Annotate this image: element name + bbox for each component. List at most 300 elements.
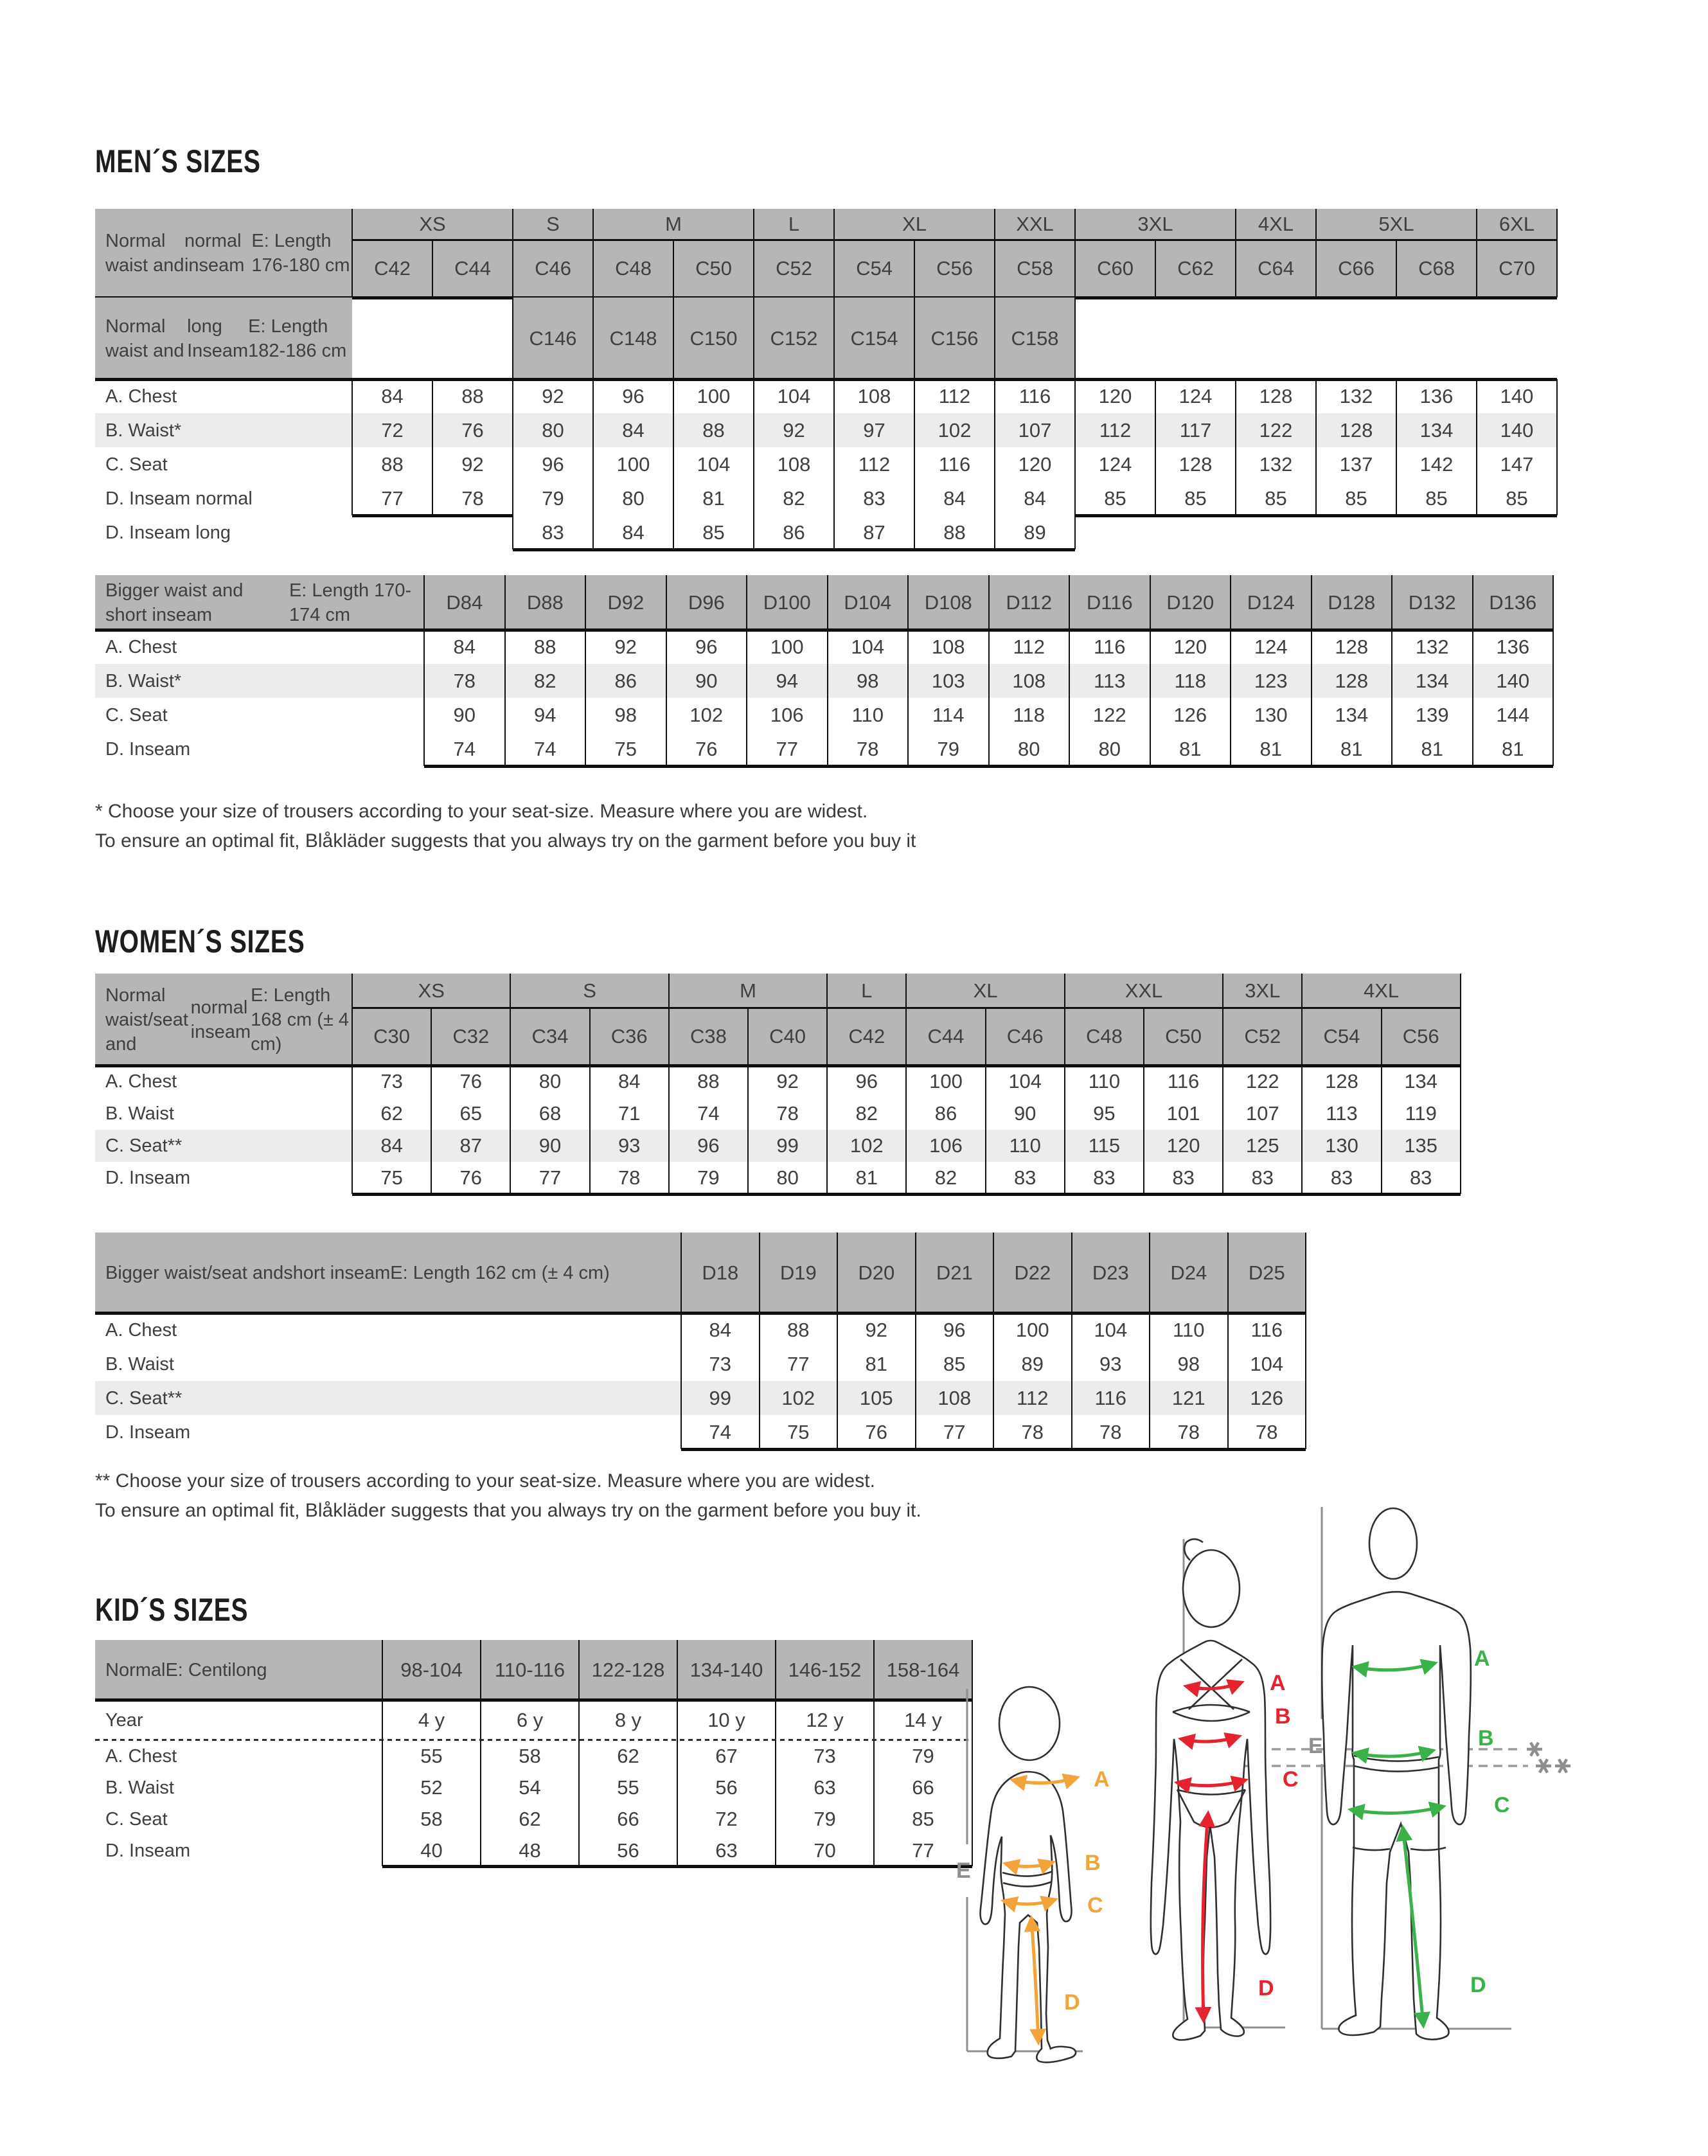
- table-grid-line: [826, 974, 828, 1008]
- measurement-value-cell: 116: [1094, 635, 1126, 658]
- measurement-value-cell: 81: [1421, 737, 1443, 760]
- table-grid-line: [994, 209, 995, 240]
- table-grid-line: [592, 209, 594, 240]
- size-group-header: XS: [352, 974, 510, 1008]
- table-grid-line: [432, 240, 433, 298]
- measurement-value-cell: 88: [787, 1318, 810, 1341]
- measurement-value-cell: 107: [1018, 418, 1052, 441]
- row-label: B. Waist: [105, 1777, 174, 1798]
- table-grid-line: [1552, 575, 1554, 630]
- measurement-value-cell: 76: [695, 737, 718, 760]
- measurement-value-cell: 134: [1335, 703, 1369, 726]
- size-group-header: 3XL: [1075, 209, 1236, 240]
- womens-footnote: [95, 1466, 921, 1526]
- measurement-value-cell: 86: [614, 669, 637, 692]
- size-code-header: C66: [1316, 240, 1396, 298]
- size-code-header: D104: [828, 575, 909, 630]
- table-grid-line: [480, 1700, 481, 1740]
- child-b-label: B: [1085, 1851, 1101, 1875]
- size-group-header: S: [510, 974, 668, 1008]
- row-label: C. Seat**: [105, 1136, 182, 1156]
- size-group-header: M: [593, 209, 754, 240]
- table-grid-line: [985, 1065, 986, 1194]
- size-code-header: C42: [827, 1008, 906, 1065]
- measurement-value-cell: 81: [865, 1352, 887, 1375]
- table-grid-line: [423, 630, 425, 766]
- size-code-header: D116: [1069, 575, 1150, 630]
- year-value-cell: 10 y: [707, 1708, 745, 1731]
- size-code-header: 110-116: [481, 1640, 579, 1700]
- measurement-value-cell: 94: [534, 703, 556, 726]
- size-group-header: M: [669, 974, 827, 1008]
- table-grid-line: [1074, 298, 1076, 379]
- measurement-value-cell: 128: [1335, 635, 1369, 658]
- size-group-header: 6XL: [1477, 209, 1557, 240]
- measurement-value-cell: 98: [1177, 1352, 1200, 1375]
- table-grid-line: [431, 1065, 432, 1194]
- size-code-header: C148: [593, 298, 673, 379]
- table-grid-line: [988, 575, 990, 630]
- measurement-value-cell: 100: [929, 1070, 963, 1092]
- measurement-value-cell: 147: [1500, 452, 1534, 476]
- table-grid-line: [988, 630, 990, 766]
- woman-a-label: A: [1270, 1671, 1286, 1695]
- year-value-cell: 4 y: [418, 1708, 445, 1731]
- measurement-value-cell: 79: [697, 1166, 720, 1189]
- measurement-value-cell: 128: [1325, 1070, 1358, 1092]
- size-code-header: C62: [1155, 240, 1236, 298]
- row-label: B. Waist*: [105, 670, 182, 691]
- table-grid-line: [351, 1008, 353, 1065]
- size-code-header: D23: [1072, 1233, 1150, 1313]
- table-grid-line: [1155, 240, 1156, 298]
- table-grid-line: [837, 1313, 838, 1449]
- table-grid-line: [592, 298, 594, 379]
- measurement-value-cell: 113: [1326, 1102, 1358, 1125]
- measurement-value-cell: 78: [1256, 1420, 1278, 1443]
- measurement-value-cell: 118: [1174, 669, 1206, 692]
- measurement-value-cell: 84: [943, 486, 966, 510]
- table-grid-line: [1143, 1008, 1144, 1065]
- table-grid-line: [432, 379, 433, 515]
- table-grid-line: [914, 379, 915, 549]
- measurement-value-cell: 120: [1166, 1134, 1200, 1157]
- table-grid-line: [915, 1313, 916, 1449]
- measurement-value-cell: 84: [622, 521, 645, 544]
- table-grid-line: [351, 240, 353, 298]
- table-grid-line: [775, 1740, 776, 1866]
- womens-sizes-title: WOMEN´S SIZES: [95, 923, 305, 959]
- table-grid-line: [1069, 630, 1070, 766]
- measurement-value-cell: 93: [1099, 1352, 1122, 1375]
- table-grid-line: [985, 1008, 986, 1065]
- size-code-header: D21: [916, 1233, 994, 1313]
- table-grid-line: [480, 1640, 481, 1700]
- table-grid-line: [833, 209, 835, 240]
- measurement-value-cell: 112: [1099, 418, 1132, 441]
- table-grid-line: [994, 298, 995, 379]
- size-group-header: S: [513, 209, 593, 240]
- measurement-value-cell: 124: [1254, 635, 1288, 658]
- measurement-value-cell: 78: [1177, 1420, 1200, 1443]
- measurement-value-cell: 88: [381, 452, 404, 476]
- measurement-value-cell: 112: [1017, 1386, 1049, 1409]
- measurement-value-cell: 96: [855, 1070, 878, 1092]
- measurement-value-cell: 80: [542, 418, 564, 441]
- measurement-value-cell: 93: [618, 1134, 641, 1157]
- table-grid-line: [352, 239, 1557, 241]
- table-grid-line: [1150, 630, 1151, 766]
- size-group-header: 5XL: [1316, 209, 1477, 240]
- size-code-header: C54: [1302, 1008, 1381, 1065]
- measurement-value-cell: 134: [1419, 418, 1454, 441]
- table-grid-line: [666, 575, 667, 630]
- measurement-value-cell: 78: [461, 486, 484, 510]
- size-code-header: C150: [673, 298, 754, 379]
- child-a-label: A: [1094, 1767, 1110, 1792]
- table-grid-line: [1064, 1065, 1065, 1194]
- row-label: B. Waist*: [105, 420, 182, 441]
- measurement-value-cell: 96: [622, 384, 645, 407]
- measurement-value-cell: 80: [776, 1166, 799, 1189]
- single-asterisk-mark: [1527, 1743, 1542, 1756]
- table-grid-line: [1381, 1008, 1382, 1065]
- measurement-value-cell: 110: [1173, 1318, 1205, 1341]
- size-code-header: D120: [1150, 575, 1231, 630]
- measurement-value-cell: 87: [459, 1134, 483, 1157]
- measurement-value-cell: 78: [618, 1166, 641, 1189]
- table-grid-line: [512, 298, 513, 379]
- measurement-value-cell: 54: [519, 1776, 541, 1799]
- measurement-value-cell: 85: [1506, 486, 1528, 510]
- row-label: C. Seat**: [105, 1387, 182, 1409]
- row-label: C. Seat: [105, 704, 168, 726]
- table-grid-line: [826, 1008, 828, 1065]
- table-grid-line: [1074, 240, 1076, 298]
- measurement-value-cell: 77: [943, 1420, 966, 1443]
- measurement-value-cell: 140: [1500, 418, 1534, 441]
- measurement-value-cell: 81: [1259, 737, 1282, 760]
- measurement-value-cell: 76: [865, 1420, 887, 1443]
- measurement-value-cell: 85: [1345, 486, 1367, 510]
- measurement-value-cell: 110: [1088, 1070, 1121, 1092]
- table-grid-line: [827, 630, 828, 766]
- table-grid-line: [589, 1065, 591, 1194]
- table-grid-line: [1064, 1008, 1065, 1065]
- measurement-value-cell: 108: [931, 635, 965, 658]
- table-grid-line: [1315, 209, 1317, 240]
- size-code-header: 122-128: [579, 1640, 677, 1700]
- size-code-header: C46: [986, 1008, 1065, 1065]
- measurement-value-cell: 85: [912, 1807, 934, 1830]
- measurement-value-cell: 88: [697, 1070, 720, 1092]
- year-value-cell: 14 y: [904, 1708, 942, 1731]
- measurement-value-cell: 74: [534, 737, 556, 760]
- measurement-value-cell: 112: [938, 384, 971, 407]
- size-code-header: C42: [352, 240, 432, 298]
- measurement-value-cell: 112: [1013, 635, 1045, 658]
- table-grid-line: [1315, 240, 1317, 298]
- womens-footnote-line1: ** Choose your size of trousers according to your seat-size. Measure where you are widest.: [95, 1470, 875, 1492]
- table-grid-line: [1235, 379, 1236, 515]
- size-code-header: C52: [1223, 1008, 1302, 1065]
- table-grid-line: [1391, 575, 1392, 630]
- table-grid-line: [1301, 974, 1303, 1008]
- table-grid-line: [833, 298, 835, 379]
- measurement-value-cell: 85: [1425, 486, 1448, 510]
- table-grid-line: [1074, 379, 1076, 549]
- table-grid-line: [1476, 379, 1477, 515]
- table-grid-line: [1150, 575, 1151, 630]
- table-grid-line: [1222, 974, 1223, 1008]
- measurement-value-cell: 74: [697, 1102, 720, 1125]
- table-grid-line: [504, 575, 506, 630]
- measurement-value-cell: 124: [1179, 384, 1213, 407]
- measurement-value-cell: 74: [453, 737, 476, 760]
- measurement-value-cell: 70: [814, 1839, 836, 1862]
- measurement-value-cell: 116: [938, 452, 971, 476]
- measurement-value-cell: 62: [519, 1807, 541, 1830]
- table-grid-line: [681, 1448, 1306, 1451]
- table-grid-line: [1235, 240, 1236, 298]
- size-code-header: C32: [431, 1008, 510, 1065]
- table-header-label: Normal waist/seat and normal inseam E: Length 168 cm (± 4 cm): [95, 974, 352, 1065]
- measurement-value-cell: 79: [542, 486, 564, 510]
- measurement-value-cell: 96: [943, 1318, 966, 1341]
- measurement-value-cell: 82: [934, 1166, 957, 1189]
- measurement-value-cell: 104: [1008, 1070, 1042, 1092]
- table-grid-line: [382, 1640, 383, 1700]
- size-code-header: C44: [432, 240, 513, 298]
- measurement-value-cell: 108: [777, 452, 811, 476]
- table-grid-line: [668, 1065, 670, 1194]
- man-d-label: D: [1470, 1973, 1486, 1997]
- mens-sizes-title: MEN´S SIZES: [95, 143, 261, 179]
- table-grid-line: [512, 209, 513, 240]
- table-grid-line: [1143, 1065, 1144, 1194]
- measurement-value-cell: 78: [1099, 1420, 1122, 1443]
- table-grid-line: [1476, 240, 1477, 298]
- child-d-label: D: [1064, 1990, 1080, 2015]
- table-grid-line: [759, 1313, 760, 1449]
- size-code-header: C152: [754, 298, 834, 379]
- row-label: D. Inseam long: [105, 522, 231, 543]
- measurement-value-cell: 124: [1098, 452, 1132, 476]
- measurement-value-cell: 92: [776, 1070, 799, 1092]
- measurement-value-cell: 74: [709, 1420, 731, 1443]
- measurement-value-cell: 83: [1251, 1166, 1274, 1189]
- measurement-value-cell: 84: [622, 418, 645, 441]
- size-code-header: D96: [666, 575, 747, 630]
- table-grid-line: [746, 575, 747, 630]
- measurement-value-cell: 76: [459, 1166, 483, 1189]
- measurement-value-cell: 80: [538, 1070, 562, 1092]
- measurement-value-cell: 139: [1415, 703, 1449, 726]
- table-grid-line: [747, 1065, 749, 1194]
- size-code-header: D22: [993, 1233, 1072, 1313]
- size-group-header: XL: [906, 974, 1064, 1008]
- measurement-value-cell: 128: [1339, 418, 1373, 441]
- measurement-value-cell: 134: [1415, 669, 1449, 692]
- table-grid-line: [512, 379, 513, 549]
- measurement-value-cell: 66: [617, 1807, 639, 1830]
- table-grid-line: [677, 1700, 678, 1740]
- table-grid-line: [826, 1065, 828, 1194]
- measurement-value-cell: 58: [519, 1744, 541, 1767]
- table-grid-line: [1230, 575, 1231, 630]
- size-code-header: C68: [1396, 240, 1477, 298]
- row-label: C. Seat: [105, 1808, 168, 1830]
- size-code-header: C70: [1477, 240, 1557, 298]
- size-code-header: D24: [1150, 1233, 1228, 1313]
- table-grid-line: [666, 630, 667, 766]
- measurement-value-cell: 114: [932, 703, 965, 726]
- measurement-value-cell: 117: [1179, 418, 1212, 441]
- measurement-value-cell: 130: [1325, 1134, 1358, 1157]
- table-grid-line: [382, 1740, 383, 1866]
- table-grid-line: [833, 240, 835, 298]
- table-grid-line: [351, 974, 353, 1008]
- table-grid-line: [351, 379, 353, 515]
- measurement-value-cell: 85: [1265, 486, 1287, 510]
- row-label: D. Inseam: [105, 1840, 191, 1861]
- measurement-value-cell: 78: [857, 737, 879, 760]
- row-label: C. Seat: [105, 454, 168, 475]
- measurement-value-cell: 132: [1415, 635, 1449, 658]
- size-code-header: D108: [908, 575, 989, 630]
- table-grid-line: [673, 240, 674, 298]
- table-grid-line: [352, 514, 513, 517]
- table-grid-line: [753, 379, 754, 549]
- table-grid-line: [914, 240, 915, 298]
- measurement-value-cell: 90: [453, 703, 476, 726]
- measurement-value-cell: 77: [912, 1839, 934, 1862]
- measurement-value-cell: 106: [770, 703, 804, 726]
- table-grid-line: [480, 1740, 481, 1866]
- measurement-value-cell: 122: [1259, 418, 1293, 441]
- measurement-value-cell: 140: [1496, 669, 1530, 692]
- measurement-value-cell: 85: [702, 521, 725, 544]
- measurement-value-cell: 80: [1018, 737, 1040, 760]
- measurement-value-cell: 90: [695, 669, 718, 692]
- measurement-figures-diagram: [951, 1497, 1708, 2095]
- measurement-value-cell: 80: [1098, 737, 1121, 760]
- measurement-value-cell: 142: [1419, 452, 1454, 476]
- measurement-value-cell: 83: [542, 521, 564, 544]
- row-label: A. Chest: [105, 1745, 177, 1767]
- measurement-value-cell: 96: [695, 635, 718, 658]
- table-grid-line: [905, 974, 907, 1008]
- table-grid-line: [1075, 514, 1557, 517]
- measurement-value-cell: 79: [937, 737, 959, 760]
- measurement-value-cell: 108: [857, 384, 891, 407]
- table-grid-line: [592, 240, 594, 298]
- table-grid-line: [1071, 1233, 1072, 1313]
- woman-b-label: B: [1275, 1704, 1291, 1729]
- size-code-header: D128: [1312, 575, 1392, 630]
- measurement-value-cell: 102: [850, 1134, 884, 1157]
- table-header2-label: Normal waist and long Inseam E: Length 182-186 cm: [95, 298, 352, 379]
- measurement-value-cell: 77: [776, 737, 798, 760]
- measurement-value-cell: 98: [614, 703, 637, 726]
- measurement-value-cell: 76: [459, 1070, 483, 1092]
- measurement-value-cell: 65: [459, 1102, 483, 1125]
- size-code-header: C64: [1236, 240, 1316, 298]
- size-code-header: D136: [1473, 575, 1554, 630]
- measurement-value-cell: 88: [461, 384, 484, 407]
- row-label: B. Waist: [105, 1353, 174, 1375]
- size-code-header: C154: [834, 298, 914, 379]
- measurement-value-cell: 83: [1172, 1166, 1195, 1189]
- table-grid-line: [1476, 209, 1477, 240]
- size-code-header: C34: [510, 1008, 589, 1065]
- measurement-value-cell: 62: [380, 1102, 403, 1125]
- size-code-header: C36: [590, 1008, 669, 1065]
- table-grid-line: [1305, 1313, 1306, 1449]
- table-grid-line: [1235, 209, 1236, 240]
- size-code-header: 134-140: [677, 1640, 776, 1700]
- measurement-value-cell: 83: [1330, 1166, 1353, 1189]
- table-grid-line: [1556, 379, 1558, 515]
- measurement-value-cell: 137: [1339, 452, 1373, 476]
- measurement-value-cell: 73: [380, 1070, 403, 1092]
- table-grid-line: [993, 1233, 994, 1313]
- table-grid-line: [352, 1007, 1461, 1009]
- row-label: B. Waist: [105, 1103, 174, 1124]
- measurement-value-cell: 67: [715, 1744, 738, 1767]
- measurement-value-cell: 81: [1179, 737, 1202, 760]
- measurement-value-cell: 106: [929, 1134, 963, 1157]
- size-group-header: 3XL: [1223, 974, 1302, 1008]
- table-grid-line: [512, 240, 513, 298]
- measurement-value-cell: 136: [1496, 635, 1530, 658]
- table-grid-line: [668, 1008, 670, 1065]
- size-code-header: C50: [1144, 1008, 1223, 1065]
- measurement-value-cell: 92: [614, 635, 637, 658]
- measurement-value-cell: 84: [1024, 486, 1046, 510]
- table-grid-line: [351, 1065, 353, 1194]
- table-grid-line: [753, 209, 754, 240]
- table-grid-line: [1227, 1313, 1229, 1449]
- size-code-header: C146: [513, 298, 593, 379]
- measurement-value-cell: 40: [420, 1839, 443, 1862]
- table-header-label: Bigger waist and short inseam E: Length 170-174 cm: [95, 575, 424, 630]
- measurement-value-cell: 79: [912, 1744, 934, 1767]
- measurement-value-cell: 73: [709, 1352, 731, 1375]
- measurement-value-cell: 118: [1013, 703, 1045, 726]
- measurement-value-cell: 75: [787, 1420, 810, 1443]
- measurement-value-cell: 75: [614, 737, 637, 760]
- measurement-value-cell: 72: [381, 418, 404, 441]
- year-value-cell: 8 y: [614, 1708, 642, 1731]
- table-grid-line: [1305, 1233, 1306, 1313]
- table-grid-line: [994, 379, 995, 549]
- measurement-value-cell: 128: [1335, 669, 1369, 692]
- measurement-value-cell: 82: [783, 486, 805, 510]
- child-e-label: E: [956, 1858, 971, 1883]
- measurement-value-cell: 120: [1018, 452, 1052, 476]
- table-grid-line: [578, 1640, 580, 1700]
- measurement-value-cell: 92: [865, 1318, 887, 1341]
- size-code-header: C48: [1065, 1008, 1144, 1065]
- size-code-header: C56: [1382, 1008, 1461, 1065]
- measurement-value-cell: 100: [1015, 1318, 1049, 1341]
- size-group-header: XXL: [995, 209, 1075, 240]
- measurement-value-cell: 81: [855, 1166, 878, 1189]
- table-grid-line: [1556, 209, 1558, 240]
- measurement-value-cell: 144: [1496, 703, 1530, 726]
- table-grid-line: [1069, 575, 1070, 630]
